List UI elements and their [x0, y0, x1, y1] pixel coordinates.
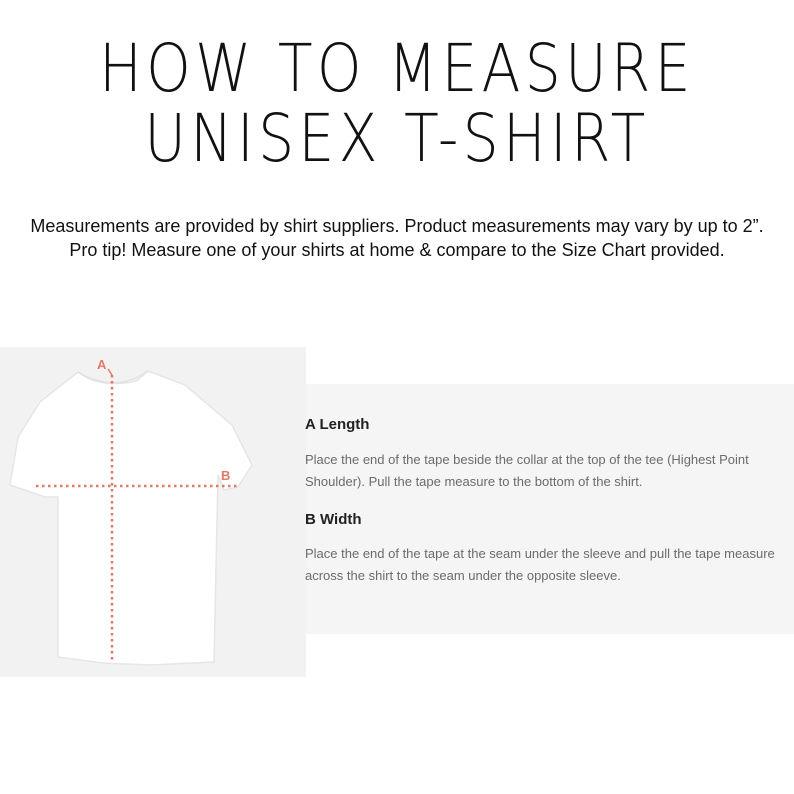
tshirt-diagram — [0, 347, 306, 677]
tshirt-shape — [10, 371, 252, 665]
measurement-info-panel — [306, 384, 794, 634]
title-line-2: UNISEX T-SHIRT — [144, 100, 650, 177]
title-line-1: HOW TO MEASURE — [99, 30, 695, 107]
intro-line-1: Measurements are provided by shirt suppliers. Product measurements may vary by up to 2”. — [30, 216, 764, 236]
marker-b-label: B — [221, 468, 231, 483]
intro-line-2: Pro tip! Measure one of your shirts at home & compare to the Size Chart provided. — [69, 240, 725, 260]
width-description: Place the end of the tape at the seam under the sleeve and pull the tape measure across the shirt to the seam under the opposite sleeve. — [305, 546, 775, 583]
page-title — [56, 30, 739, 177]
width-heading: B Width — [305, 511, 362, 528]
length-description: Place the end of the tape beside the collar at the top of the tee (Highest Point Shoulder). Pull the tape measure to the bottom of the shirt. — [305, 452, 749, 489]
length-heading: A Length — [305, 416, 370, 433]
marker-a-label: A — [97, 357, 107, 372]
intro-text — [0, 214, 794, 262]
marker-a-connector — [108, 369, 112, 375]
